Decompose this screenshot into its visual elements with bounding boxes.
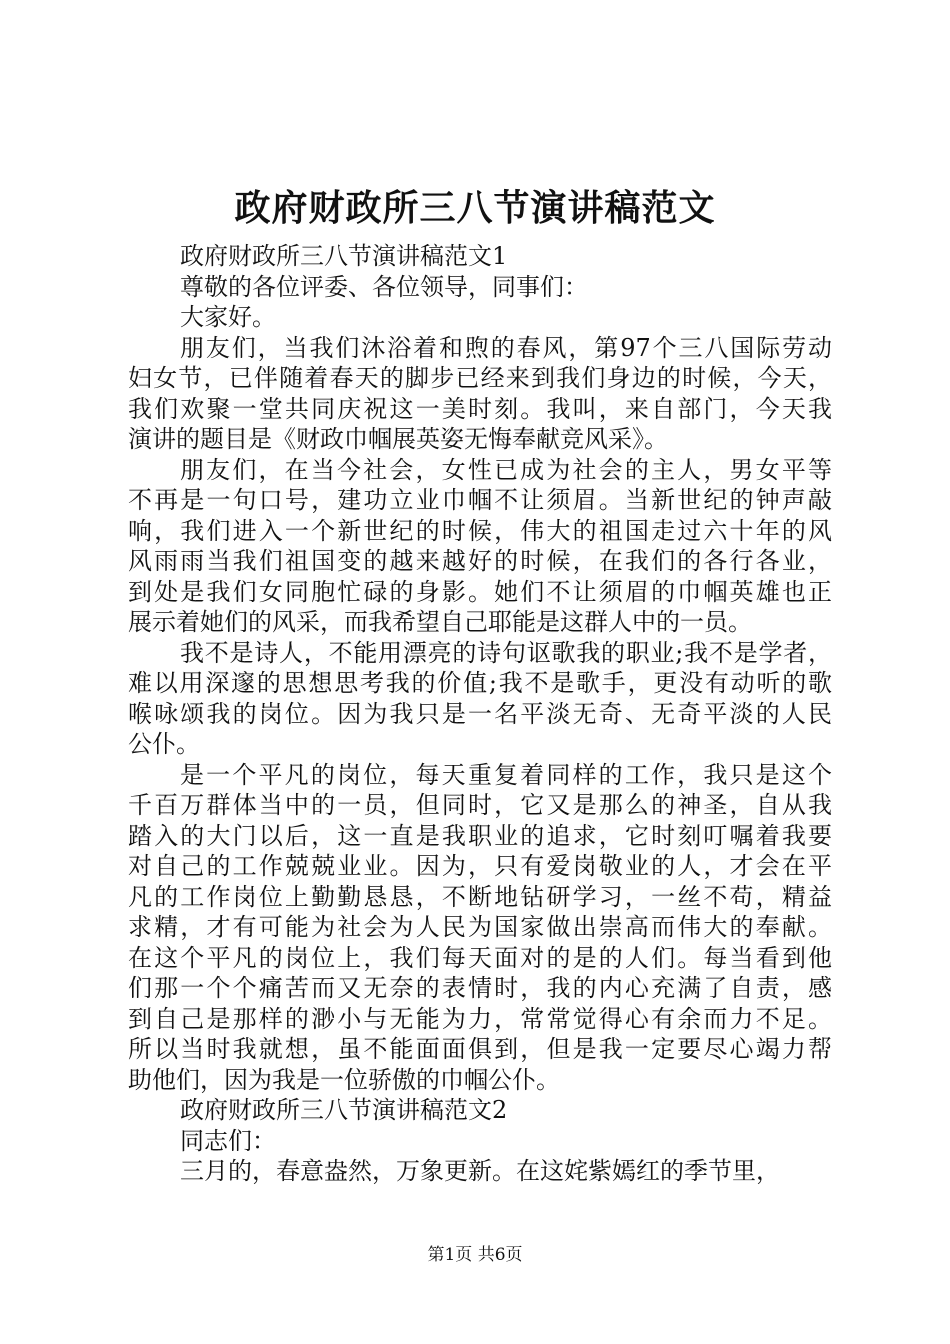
paragraph-line: 公仆。 bbox=[128, 730, 200, 758]
paragraph-line: 千百万群体当中的一员，但同时，它又是那么的神圣，自从我 bbox=[128, 791, 832, 819]
paragraph-line: 是一个平凡的岗位，每天重复着同样的工作，我只是这个 bbox=[180, 760, 832, 789]
document-body bbox=[128, 241, 832, 1187]
paragraph-line: 助他们，因为我是一位骄傲的巾帼公仆。 bbox=[128, 1065, 560, 1094]
paragraph-line: 踏入的大门以后，这一直是我职业的追求，它时刻叮嘱着我要 bbox=[128, 821, 832, 850]
paragraph-line: 我们欢聚一堂共同庆祝这一美时刻。我叫，来自部门，今天我 bbox=[128, 394, 832, 423]
paragraph-line: 不再是一句口号，建功立业巾帼不让须眉。当新世纪的钟声敲 bbox=[128, 486, 832, 514]
paragraph-line: 求精，才有可能为社会为人民为国家做出崇高而伟大的奉献。 bbox=[128, 913, 832, 941]
page-number-footer: 第1页 共6页 bbox=[427, 1245, 523, 1265]
paragraph-line: 三月的，春意盎然，万象更新。在这姹紫嫣红的季节里， bbox=[180, 1157, 780, 1185]
paragraph-line: 朋友们，当我们沐浴着和煦的春风，第97个三八国际劳动 bbox=[180, 333, 832, 362]
paragraph-line: 展示着她们的风采，而我希望自己耶能是这群人中的一员。 bbox=[128, 608, 752, 636]
paragraph-line: 妇女节，已伴随着春天的脚步已经来到我们身边的时候，今天， bbox=[128, 364, 832, 392]
section-heading: 政府财政所三八节演讲稿范文1 bbox=[180, 242, 508, 270]
paragraph-line: 风雨雨当我们祖国变的越来越好的时候，在我们的各行各业， bbox=[128, 547, 832, 575]
paragraph-line: 到自己是那样的渺小与无能为力，常常觉得心有余而力不足。 bbox=[128, 1004, 832, 1033]
document-title: 政府财政所三八节演讲稿范文 bbox=[234, 187, 716, 229]
paragraph-line: 对自己的工作兢兢业业。因为，只有爱岗敬业的人，才会在平 bbox=[128, 852, 832, 880]
paragraph-line: 朋友们，在当今社会，女性已成为社会的主人，男女平等 bbox=[180, 455, 832, 484]
paragraph-line: 们那一个个痛苦而又无奈的表情时，我的内心充满了自责，感 bbox=[128, 974, 832, 1002]
paragraph-line: 到处是我们女同胞忙碌的身影。她们不让须眉的巾帼英雄也正 bbox=[128, 577, 832, 606]
paragraph-line: 凡的工作岗位上勤勤恳恳，不断地钻研学习，一丝不苟，精益 bbox=[128, 882, 832, 911]
paragraph-line: 演讲的题目是《财政巾帼展英姿无悔奉献竞风采》。 bbox=[128, 425, 668, 453]
paragraph-line: 喉咏颂我的岗位。因为我只是一名平淡无奇、无奇平淡的人民 bbox=[128, 699, 832, 728]
greeting: 大家好。 bbox=[180, 303, 276, 331]
paragraph-line: 响，我们进入一个新世纪的时候，伟大的祖国走过六十年的风 bbox=[128, 516, 832, 545]
paragraph-line: 所以当时我就想，虽不能面面俱到，但是我一定要尽心竭力帮 bbox=[128, 1035, 832, 1063]
paragraph-line: 难以用深邃的思想思考我的价值;我不是歌手，更没有动听的歌 bbox=[128, 669, 832, 697]
paragraph-line: 在这个平凡的岗位上，我们每天面对的是的人们。每当看到他 bbox=[128, 943, 832, 972]
salutation: 同志们： bbox=[180, 1126, 276, 1155]
salutation: 尊敬的各位评委、各位领导，同事们： bbox=[180, 272, 588, 301]
paragraph-line: 我不是诗人，不能用漂亮的诗句讴歌我的职业;我不是学者， bbox=[180, 638, 832, 667]
section-heading: 政府财政所三八节演讲稿范文2 bbox=[180, 1096, 508, 1124]
